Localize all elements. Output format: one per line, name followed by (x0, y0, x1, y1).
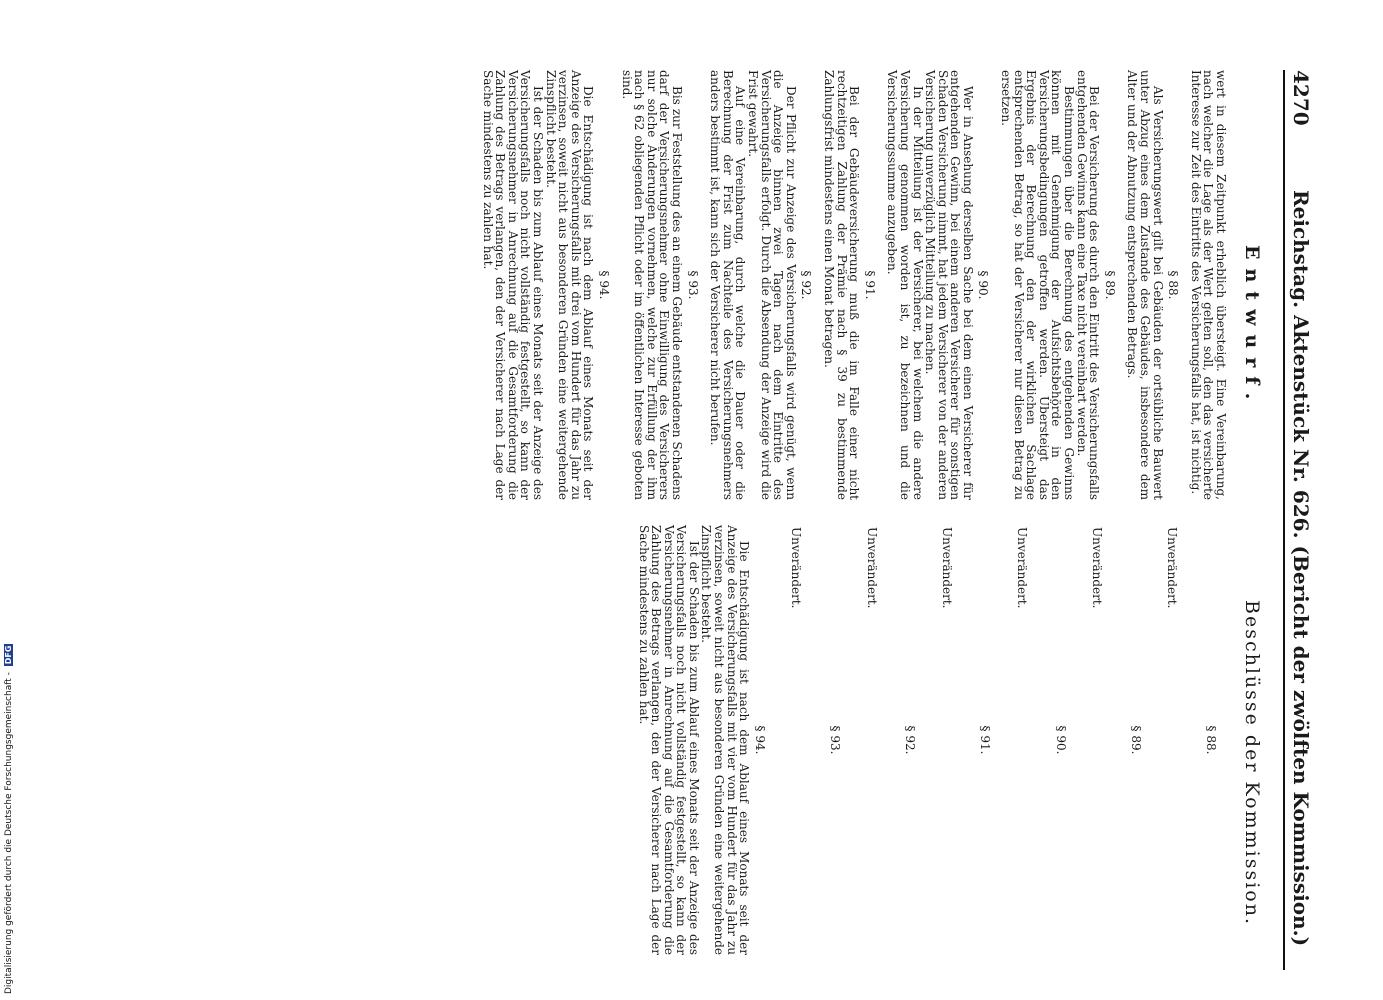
section-94 (481, 70, 610, 500)
section-number: § 91. (862, 270, 877, 300)
unchanged-note: Unverändert. (939, 527, 954, 609)
section-number: § 90. (1053, 725, 1068, 755)
section-paragraph: Wer in Ansehung derselben Sache bei dem einen Versicherer für entgehenden Gewinn, bei einem anderen Versicherer für sonstigen Schaden Versicherung nimmt, hat jedem Versicherer von der anderen Versicherung unverzüglich Mitteilung zu machen. (923, 70, 975, 500)
section-94 (637, 525, 766, 955)
section-paragraph: Die Entschädigung ist nach dem Ablauf eines Monats seit der Anzeige des Versicherungsfalls mit drei vom Hundert für das Jahr zu verzinsen, soweit nicht aus besonderen Gründen eine weitergehende Zinspflicht besteht. (543, 70, 596, 500)
section-90 (1015, 525, 1066, 955)
section-paragraph: Als Versicherungswert gilt bei Gebäuden der ortsübliche Bauwert unter Abzug eines dem Zustande des Gebäudes, insbesondere dem Alter und der Abnutzung entsprechenden Betrags. (1125, 70, 1165, 500)
section-92 (709, 70, 813, 500)
section-number: § 91. (978, 725, 993, 755)
section-number: § 88. (1166, 270, 1181, 300)
section-88 (1126, 70, 1179, 500)
section-90 (886, 70, 990, 500)
section-number: § 89. (1102, 270, 1117, 300)
unchanged-note: Unverändert. (1165, 527, 1180, 609)
page-number: 4270 (1289, 70, 1313, 126)
unchanged-note: Unverändert. (789, 527, 804, 609)
section-paragraph: Bestimmungen über die Berechnung des entgehenden Gewinns können mit Genehmigung der Aufsichtsbehörde in den Versicherungsbedingungen getroffen werden. Übersteigt das Ergebnis der Berechnung den der wirklichen Sachlage entsprechenden Betrag, so hat der Versicherer nur diesen Betrag zu ersetzen. (999, 70, 1077, 500)
section-93 (620, 70, 699, 500)
section-paragraph: Ist der Schaden bis zum Ablauf eines Monats seit der Anzeige des Versicherungsfalls noch nicht vollständig festgestellt, so kann der Versicherungsnehmer in Anrechnung auf die Gesamtforderung die Zahlung des Betrags verlangen, den der Versicherer nach Lage der Sache mindestens zu zahlen hat. (636, 525, 701, 955)
section-92 (865, 525, 916, 955)
page-title: Reichstag. Aktenstück Nr. 626. (Bericht der zwölften Kommission.) (1289, 190, 1313, 947)
section-number: § 94. (752, 725, 767, 755)
left-column-title: Entwurf. (1241, 245, 1263, 409)
section-number: § 89. (1128, 725, 1143, 755)
page-header (1283, 70, 1315, 970)
commission-column (637, 525, 1227, 955)
section-88 (1166, 525, 1217, 955)
section-91 (822, 70, 875, 500)
section-paragraph: Auf eine Vereinbarung, durch welche die Dauer oder die Berechnung der Frist zum Nachteile des Versicherungsnehmers anders bestimmt ist, kann sich der Versicherer nicht berufen. (708, 70, 748, 500)
section-paragraph: Bei der Gebäudeversicherung muß die im Falle einer nicht rechtzeitigen Zahlung der Prämie nach § 39 zu bestimmende Zahlungsfrist mindestens einen Monat betragen. (821, 70, 862, 500)
section-number: § 94. (597, 270, 612, 300)
unchanged-note: Unverändert. (1090, 527, 1105, 609)
section-91 (940, 525, 991, 955)
section-paragraph: Die Entschädigung ist nach dem Ablauf eines Monats seit der Anzeige des Versicherungsfalls mit vier vom Hundert für das Jahr zu verzinsen, soweit nicht aus besonderen Gründen eine weitergehende Zinspflicht besteht. (699, 525, 752, 955)
intro-paragraph: wert in diesem Zeitpunkt erheblich übersteigt. Eine Vereinbarung, nach welcher die Lage als der Wert gelten soll, den das versicherte Interesse zur Zeit des Eintritts des Versicherungsfalls hat, ist nichtig. (1188, 70, 1228, 500)
section-93 (790, 525, 841, 955)
credit-text: Digitalisierung gefördert durch die Deutsche Forschungsgemeinschaft - (4, 672, 14, 994)
section-paragraph: Bei der Versicherung des durch den Eintritt des Versicherungsfalls entgehenden Gewinns kann eine Taxe nicht vereinbart werden. (1074, 70, 1102, 500)
digitization-credit (4, 644, 14, 994)
dfg-logo: DFG (4, 645, 13, 665)
section-paragraph: In der Mitteilung ist der Versicherer, bei welchem die andere Versicherung genommen worden ist, zu bezeichnen und die Versicherungssumme anzugeben. (885, 70, 925, 500)
section-paragraph: Bis zur Feststellung des an einem Gebäude entstandenen Schadens darf der Versicherungsnehmer ohne Einwilligung des Versicherers nur solche Änderungen vornehmen, welche zur Erfüllung der ihm nach § 62 obliegenden Pflicht oder im öffentlichen Interesse geboten sind. (619, 70, 685, 500)
section-89 (1091, 525, 1142, 955)
section-paragraph: Ist der Schaden bis zum Ablauf eines Monats seit der Anzeige des Versicherungsfalls noch nicht vollständig festgestellt, so kann der Versicherungsnehmer in Anrechnung auf die Gesamtforderung die Zahlung des Betrags verlangen, den der Versicherer nach Lage der Sache mindestens zu zahlen hat. (480, 70, 546, 500)
section-number: § 92. (799, 270, 814, 300)
draft-column (481, 70, 1227, 500)
section-number: § 93. (828, 725, 843, 755)
section-89 (1000, 70, 1116, 500)
right-column-title: Beschlüsse der Kommission. (1241, 600, 1263, 926)
section-number: § 88. (1204, 725, 1218, 755)
unchanged-note: Unverändert. (1015, 527, 1030, 609)
section-number: § 93. (685, 270, 700, 300)
section-paragraph: Der Pflicht zur Anzeige des Versicherungsfalls wird genügt, wenn die Anzeige binnen zwei Tagen nach dem Eintritte des Versicherungsfalls erfolgt. Durch die Absendung der Anzeige wird die Frist gewahrt. (746, 70, 798, 500)
section-number: § 90. (976, 270, 991, 300)
unchanged-note: Unverändert. (864, 527, 879, 609)
section-number: § 92. (903, 725, 918, 755)
rotated-document (75, 70, 1315, 970)
